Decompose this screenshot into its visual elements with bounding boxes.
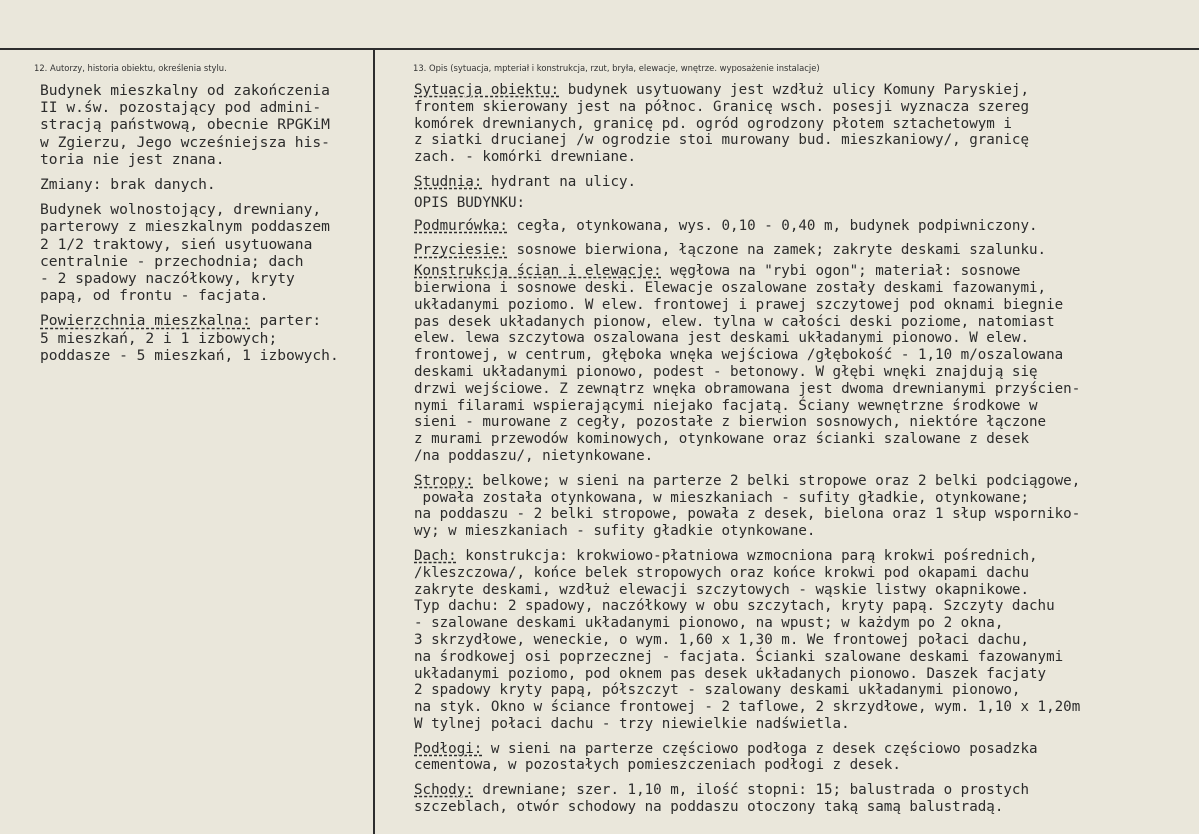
section-12-header: 12. Autorzy, historia obiektu, określenia stylu.	[34, 63, 227, 73]
well-paragraph	[414, 174, 1196, 191]
stairs-paragraph	[414, 782, 1196, 816]
ceilings-text: belkowe; w sieni na parterze 2 belki stropowe oraz 2 belki podciągowe, powała została otynkowana, w mieszkaniach - sufity gładkie, otynkowane; na poddaszu - 2 belki stropowe, powała z desek, bielona oraz 1 słup wsporniko- wy; w mieszkaniach - sufity gładkie otynkowane.	[414, 472, 1081, 540]
roof-paragraph	[414, 548, 1196, 733]
situation-paragraph	[414, 82, 1196, 166]
left-column	[40, 82, 372, 372]
floors-paragraph	[414, 741, 1196, 775]
walls-label: Konstrukcja ścian i elewacje:	[414, 263, 662, 280]
changes-paragraph: Zmiany: brak danych.	[40, 176, 216, 194]
floors-text: w sieni na parterze częściowo podłoga z desek częściowo posadzka cementowa, w pozostałych pomieszczeniach podłogi z desek.	[414, 740, 1038, 774]
foundation-paragraph	[414, 218, 1196, 235]
foundation-text: cegła, otynkowana, wys. 0,10 - 0,40 m, budynek podpiwniczony.	[507, 217, 1038, 234]
situation-text: budynek usytuowany jest wzdłuż ulicy Komuny Paryskiej, frontem skierowany jest na północ. Granicę wsch. posesji wyznacza szereg komórek drewnianych, granicę pd. ogród ogrodzony płotem sztachetowym i z siatki drucianej /w ogrodzie stoi murowany bud. mieszkaniowy/, granicę zach. - komórki drewniane.	[414, 82, 1030, 166]
stairs-text: drewniane; szer. 1,10 m, ilość stopni: 15; balustrada o prostych szczeblach, otwór schodowy na poddaszu otoczony taką samą balustradą.	[414, 782, 1030, 816]
well-text: hydrant na ulicy.	[482, 173, 637, 190]
section-13-header: 13. Opis (sytuacja, mpteriał i konstrukcja, rzut, bryła, elewacje, wnętrze. wyposażenie instalacje)	[413, 63, 820, 73]
floors-label: Podłogi:	[414, 740, 483, 757]
ceilings-paragraph	[414, 473, 1196, 540]
building-description-heading: OPIS BUDYNKU:	[414, 194, 526, 211]
sill-text: sosnowe bierwiona, łączone na zamek; zakryte deskami szalunku.	[507, 242, 1047, 259]
history-paragraph: Budynek mieszkalny od zakończenia II w.św. pozostający pod admini- stracją państwową, obecnie RPGKiM w Zgierzu, Jego wcześniejsza his- toria nie jest znana.	[40, 82, 330, 168]
stairs-label: Schody:	[414, 782, 474, 799]
well-label: Studnia:	[414, 173, 483, 190]
situation-label: Sytuacja obiektu:	[414, 82, 560, 98]
top-rule	[0, 48, 1199, 50]
ceilings-label: Stropy:	[414, 472, 474, 489]
roof-label: Dach:	[414, 547, 457, 564]
sill-label: Przyciesie:	[414, 242, 508, 259]
sill-paragraph	[414, 242, 1196, 259]
living-area-paragraph	[40, 312, 372, 364]
walls-paragraph	[414, 263, 1196, 465]
walls-text: węgłowa na "rybi ogon"; materiał: sosnowe bierwiona i sosnowe deski. Elewacje oszalowane zostały deskami fazowanymi, układanymi poziomo. W elew. frontowej i prawej szczytowej pod oknami biegnie pas desek układanych pionow, elew. tylna w całości deski poziome, natomiast elew. lewa szczytowa oszalowana jest deskami układanymi pionowo. W elew. frontowej, w centrum, głęboka wnęka wejściowa /głębokość - 1,10 m/oszalowana deskami układanymi pionowo, podest - betonowy. W głębi wnęki znajdują się drzwi wejściowe. Z zewnątrz wnęka obramowana jest dwoma drewnianymi przyścien- nymi filarami wspierającymi niejako facjatą. Ściany wewnętrzne środkowe w sieni - murowane z cegły, pozostałe z bierwion sosnowych, niektóre łączone z murami przewodów kominowych, otynkowane oraz ścianki szalowane z desek /na poddaszu/, nietynkowane.	[414, 263, 1081, 464]
roof-text: konstrukcja: krokwiowo-płatniowa wzmocniona parą krokwi pośrednich, /kleszczowa/, końce belek stropowych oraz końce krokwi pod okapami dachu zakryte deskami, wzdłuż elewacji szczytowych - wąskie listwy okapnikowe. Typ dachu: 2 spadowy, naczółkowy w obu szczytach, kryty papą. Szczyty dachu - szalowane deskami układanymi pionowo, na wpust; w każdym po 2 okna, 3 skrzydłowe, weneckie, o wym. 1,60 x 1,30 m. We frontowej połaci dachu, na środkowej osi poprzecznej - facjata. Ścianki szalowane deskami fazowanymi układanymi poziomo, pod oknem pas desek układanych pionowo. Daszek facjaty 2 spadowy kryty papą, półszczyt - szalowany deskami układanymi pionowo, na styk. Okno w ściance frontowej - 2 taflowe, 2 skrzydłowe, wym. 1,10 x 1,20m W tylnej połaci dachu - trzy niewielkie nadświetla.	[414, 547, 1081, 732]
column-divider	[373, 48, 375, 834]
living-area-label: Powierzchnia mieszkalna:	[40, 312, 251, 330]
style-paragraph: Budynek wolnostojący, drewniany, parterowy z mieszkalnym poddaszem 2 1/2 traktowy, sień usytuowana centralnie - przechodnia; dach - 2 spadowy naczółkowy, kryty papą, od frontu - facjata.	[40, 201, 330, 305]
right-column	[414, 82, 1196, 824]
foundation-label: Podmurówka:	[414, 217, 508, 234]
living-area-text: parter: 5 mieszkań, 2 i 1 izbowych; poddasze - 5 mieszkań, 1 izbowych.	[40, 312, 339, 364]
